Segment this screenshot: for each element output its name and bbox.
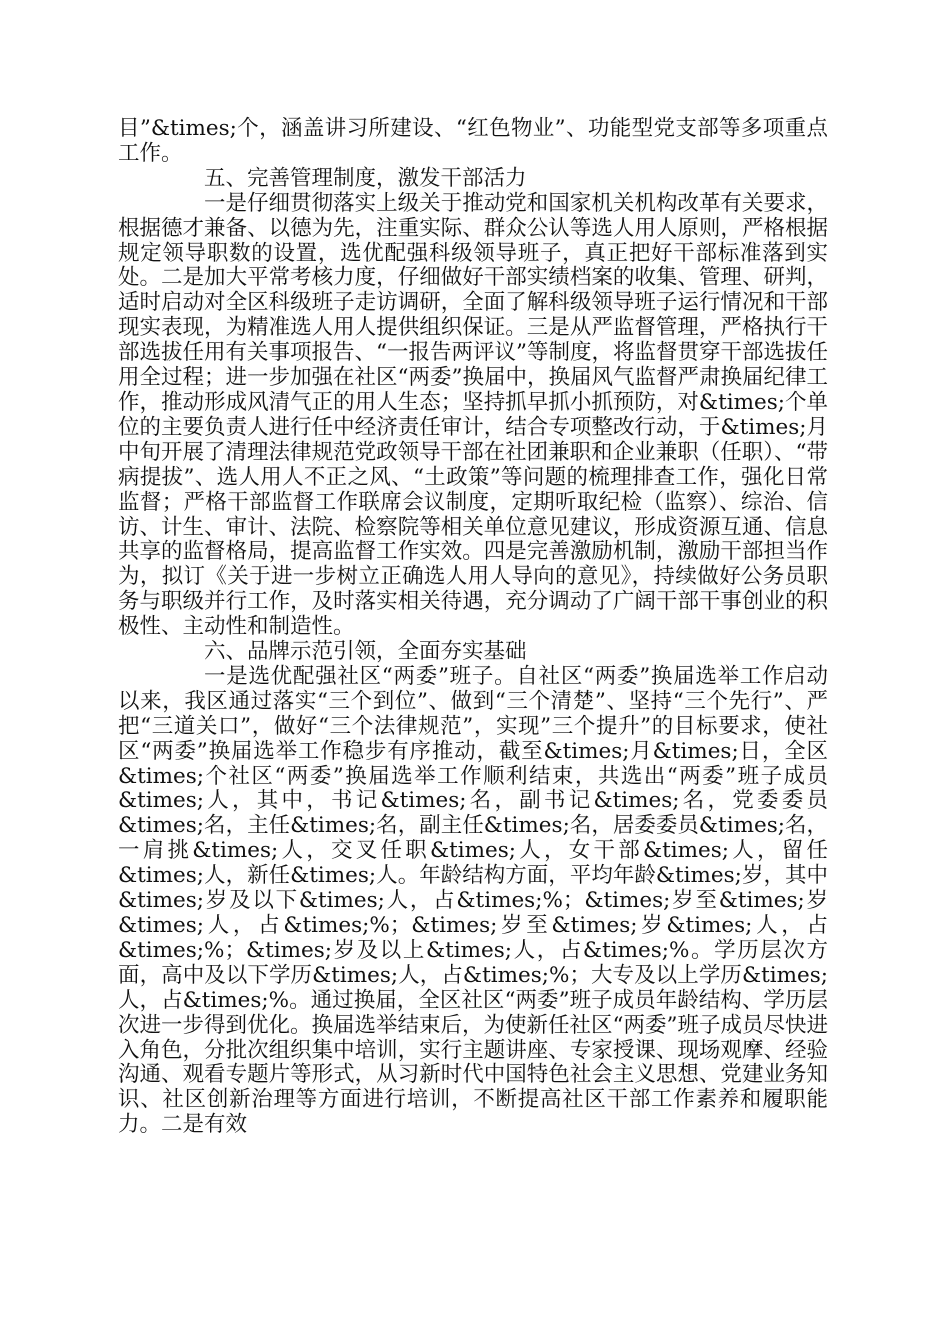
paragraph-continuation: 目”&times;个，涵盖讲习所建设、“红色物业”、功能型党支部等多项重点工作。: [118, 116, 828, 166]
paragraph-section-5: 一是仔细贯彻落实上级关于推动党和国家机关机构改革有关要求，根据德才兼备、以德为先，注重实际、群众公认等选人用人原则，严格根据规定领导职数的设置，选优配强科级领导班子，真正把好干部标准落到实处。二是加大平常考核力度，仔细做好干部实绩档案的收集、管理、研判，适时启动对全区科级班子走访调研，全面了解科级领导班子运行情况和干部现实表现，为精准选人用人提供组织保证。三是从严监督管理，严格执行干部选拔任用有关事项报告、“一报告两评议”等制度，将监督贯穿干部选拔任用全过程；进一步加强在社区“两委”换届中，换届风气监督严肃换届纪律工作，推动形成风清气正的用人生态；坚持抓早抓小抓预防，对&times;个单位的主要负责人进行任中经济责任审计，结合专项整改行动，于&times;月中旬开展了清理法律规范党政领导干部在社团兼职和企业兼职（任职）、“带病提拔”、选人用人不正之风、“土政策”等问题的梳理排查工作，强化日常监督；严格干部监督工作联席会议制度，定期听取纪检（监察）、综治、信访、计生、审计、法院、检察院等相关单位意见建议，形成资源互通、信息共享的监督格局，提高监督工作实效。四是完善激励机制，激励干部担当作为，拟订《关于进一步树立正确选人用人导向的意见》，持续做好公务员职务与职级并行工作，及时落实相关待遇，充分调动了广阔干部干事创业的积极性、主动性和制造性。: [118, 190, 828, 640]
section-heading-5: 五、完善管理制度，激发干部活力: [204, 165, 527, 191]
section-heading-6: 六、品牌示范引领，全面夯实基础: [204, 639, 527, 665]
paragraph-section-6: 一是选优配强社区“两委”班子。自社区“两委”换届选举工作启动以来，我区通过落实“三个到位”、做到“三个清楚”、坚持“三个先行”、严把“三道关口”，做好“三个法律规范”，实现”三个提升”的目标要求，使社区“两委”换届选举工作稳步有序推动，截至&times;月&times;日，全区&times;个社区“两委”换届选举工作顺利结束，共选出“两委”班子成员&times;人，其中，书记&times;名，副书记&times;名，党委委员&times;名，主任&times;名，副主任&times;名，居委委员&times;名，一肩挑&times;人，交叉任职&times;人，女干部&times;人，留任&times;人，新任&times;人。年龄结构方面，平均年龄&times;岁，其中&times;岁及以下&times;人，占&times;%；&times;岁至&times;岁&times;人，占&times;%；&times;岁至&times;岁&times;人，占&times;%；&times;岁及以上&times;人，占&times;%。学历层次方面，高中及以下学历&times;人，占&times;%；大专及以上学历&times;人，占&times;%。通过换届，全区社区“两委”班子成员年龄结构、学历层次进一步得到优化。换届选举结束后，为使新任社区“两委”班子成员尽快进入角色，分批次组织集中培训，实行主题讲座、专家授课、现场观摩、经验沟通、观看专题片等形式，从习新时代中国特色社会主义思想、党建业务知识、社区创新治理等方面进行培训，不断提高社区干部工作素养和履职能力。二是有效: [118, 663, 828, 1138]
document-body: [118, 117, 828, 1138]
